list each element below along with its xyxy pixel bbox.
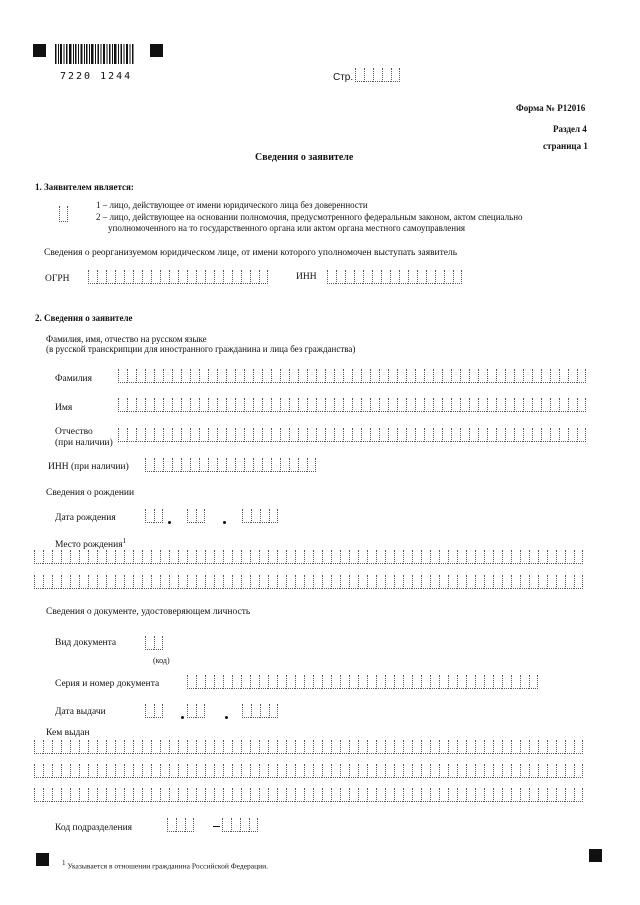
division-code-separator [213, 826, 220, 827]
date-separator [225, 716, 228, 719]
applicant-type-field[interactable] [59, 206, 68, 222]
corner-marker-bottom-left [36, 853, 49, 866]
date-separator [168, 521, 171, 524]
fio-label: Фамилия, имя, отчество на русском языке [46, 334, 207, 344]
corner-marker-top-right [150, 44, 163, 57]
barcode-number: 7220 1244 [60, 71, 133, 82]
document-heading: Сведения о документе, удостоверяющем личность [46, 607, 251, 617]
page-title: Сведения о заявителе [255, 152, 354, 163]
birth-place-field-line-1[interactable] [34, 550, 583, 564]
ogrn-field[interactable] [88, 270, 268, 284]
division-code-label: Код подразделения [55, 823, 133, 833]
birth-place-label: Место рождения$^1$ [55, 537, 127, 551]
birth-month-field[interactable] [187, 509, 205, 523]
document-series-label: Серия и номер документа [55, 679, 160, 689]
applicant-option-1: 1 – лицо, действующее от имени юридического лица без доверенности [96, 200, 368, 210]
form-section: Раздел 4 [553, 124, 587, 134]
division-code-part-2[interactable] [222, 818, 258, 832]
barcode-image [55, 44, 135, 72]
document-series-field[interactable] [187, 675, 538, 689]
page-number-field[interactable] [355, 68, 400, 82]
issue-month-field[interactable] [187, 704, 205, 718]
section-2-heading: 2. Сведения о заявителе [35, 313, 133, 323]
birth-date-label: Дата рождения [55, 513, 116, 523]
section-1-heading: 1. Заявителем является: [35, 182, 134, 192]
document-type-field[interactable] [145, 636, 163, 650]
issued-by-field-line-3[interactable] [34, 788, 583, 802]
page-label: Стр. [333, 72, 354, 83]
inn-person-field[interactable] [145, 458, 316, 472]
birth-day-field[interactable] [145, 509, 163, 523]
division-code-part-1[interactable] [167, 818, 194, 832]
inn-org-label: ИНН [296, 272, 317, 282]
corner-marker-top-left [33, 44, 46, 57]
document-type-label: Вид документа [55, 638, 117, 648]
surname-label: Фамилия [55, 374, 93, 384]
date-separator [223, 521, 226, 524]
birth-place-field-line-2[interactable] [34, 575, 583, 589]
reorg-label: Сведения о реорганизуемом юридическом лице, от имени которого уполномочен выступать заявитель [44, 248, 458, 258]
document-code-note: (код) [153, 656, 170, 665]
form-page: страница 1 [543, 141, 588, 151]
name-field[interactable] [118, 398, 586, 412]
patronymic-field[interactable] [118, 428, 586, 442]
ogrn-label: ОГРН [45, 274, 70, 284]
name-label: Имя [55, 403, 73, 413]
patronymic-label: Отчество [55, 427, 93, 437]
corner-marker-bottom-right [589, 849, 602, 862]
applicant-option-2: 2 – лицо, действующее на основании полномочия, предусмотренного федеральным законом, актом специально [96, 212, 523, 222]
footnote: $^1$ Указывается в отношении гражданина Российской Федерации. [62, 859, 268, 871]
issued-by-field-line-2[interactable] [34, 764, 583, 778]
patronymic-note: (при наличии) [55, 438, 113, 448]
fio-note: (в русской транскрипции для иностранного гражданина и лица без гражданства) [46, 344, 356, 354]
issued-by-label: Кем выдан [46, 728, 90, 738]
inn-person-label: ИНН (при наличии) [48, 462, 129, 472]
issued-by-field-line-1[interactable] [34, 740, 583, 754]
issue-date-label: Дата выдачи [55, 707, 106, 717]
inn-org-field[interactable] [327, 270, 462, 284]
birth-heading: Сведения о рождении [46, 488, 135, 498]
date-separator [181, 716, 184, 719]
surname-field[interactable] [118, 369, 586, 383]
form-number: Форма № Р12016 [516, 103, 586, 113]
issue-day-field[interactable] [145, 704, 163, 718]
birth-year-field[interactable] [242, 509, 278, 523]
applicant-option-2-cont: уполномоченного на то государственного органа или актом органа местного самоуправления [108, 223, 466, 233]
issue-year-field[interactable] [242, 704, 278, 718]
